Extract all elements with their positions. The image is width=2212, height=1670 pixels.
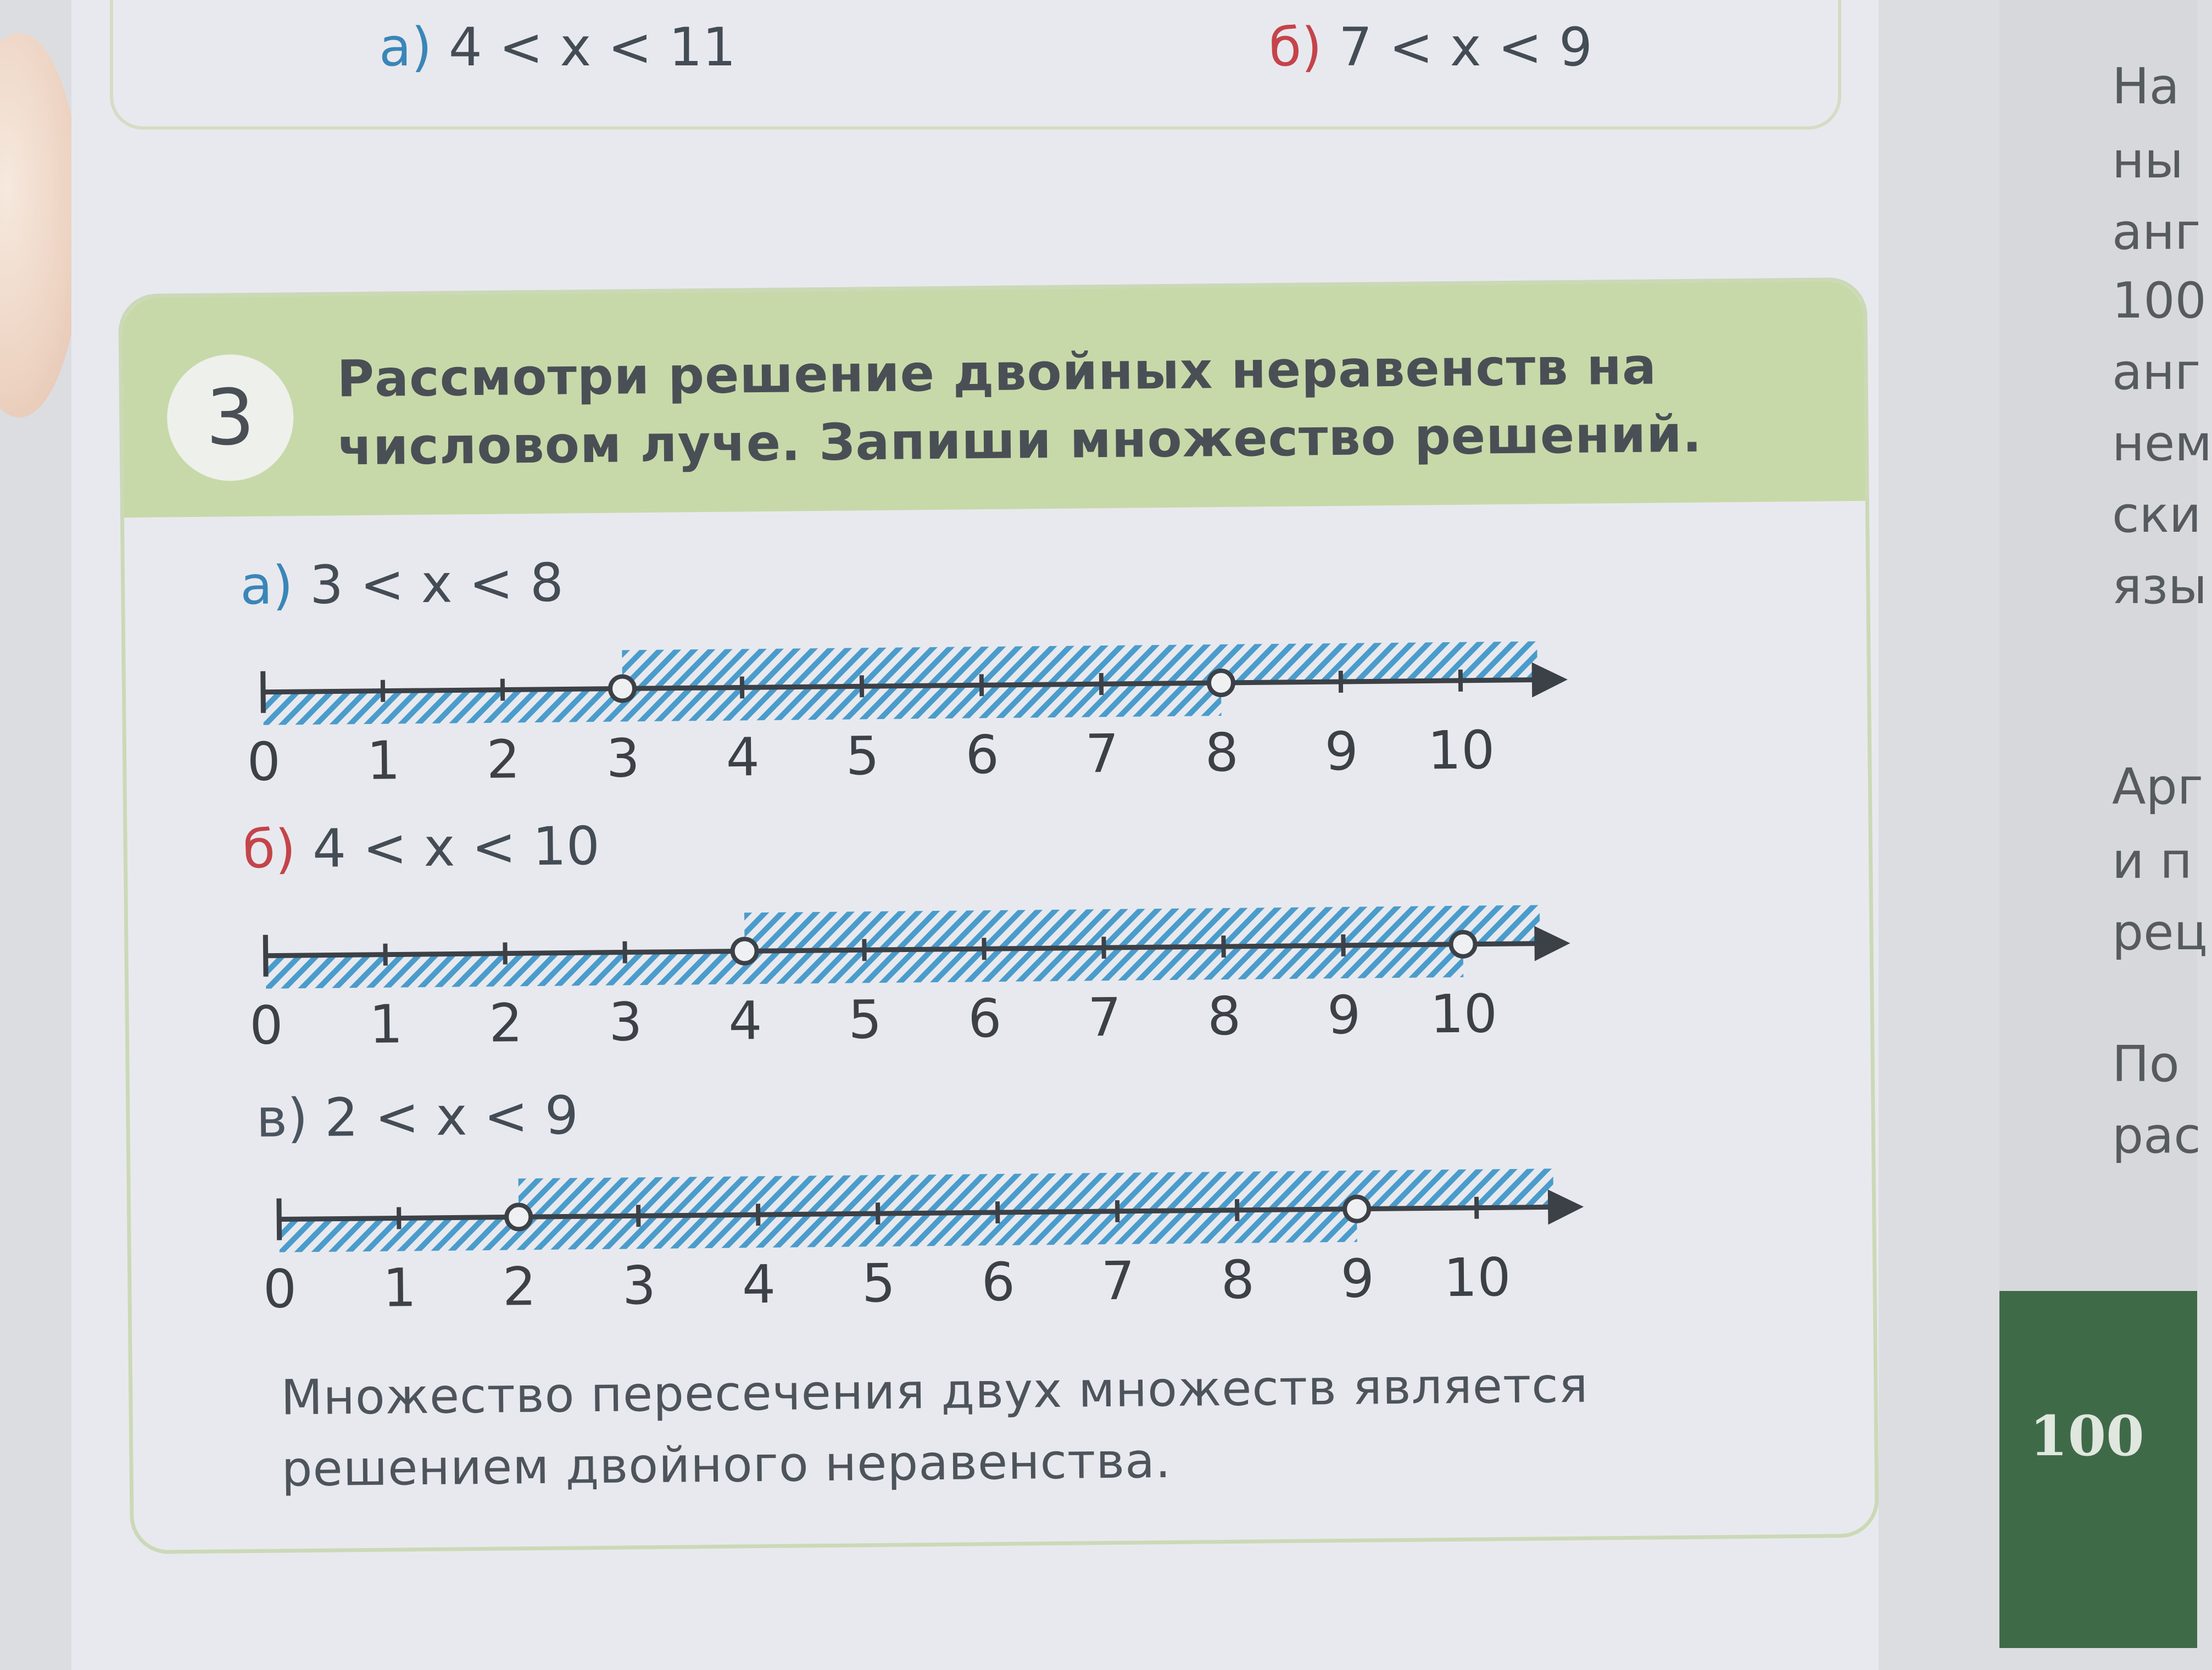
- tick-label: 8: [1205, 722, 1239, 784]
- tick-label: 2: [489, 992, 523, 1054]
- next-page-line: На: [2112, 58, 2180, 115]
- tick-label: 1: [366, 730, 400, 792]
- tick-label: 6: [968, 988, 1002, 1050]
- open-endpoint: [1209, 671, 1233, 695]
- next-page-line: ны: [2112, 132, 2183, 190]
- tick-label: 8: [1207, 986, 1241, 1048]
- task-instruction: Рассмотри решение двойных неравенств на числовом луче. Запиши множество решений.: [337, 331, 1810, 482]
- next-page-line: Арг: [2112, 758, 2203, 816]
- open-endpoint: [506, 1205, 531, 1229]
- origin-tick: [263, 671, 264, 713]
- next-page-line: анг: [2112, 203, 2200, 261]
- item-c-inequality: 2 < x < 9: [324, 1084, 578, 1148]
- tick-label: 10: [1430, 983, 1497, 1045]
- number-line-b: [254, 898, 1662, 1055]
- next-page-line: анг: [2112, 343, 2200, 401]
- tick-label: 5: [861, 1252, 895, 1315]
- thumb-finger: [0, 33, 82, 417]
- task-number: 3: [166, 354, 294, 481]
- tick-label: 10: [1428, 719, 1495, 781]
- tick-label: 7: [1085, 723, 1119, 785]
- tick-label: 4: [742, 1254, 776, 1316]
- previous-task-item-b-label: б): [1269, 16, 1322, 78]
- task-card: [118, 277, 1879, 1554]
- item-a-inequality: 3 < x < 8: [309, 552, 564, 616]
- open-endpoint: [732, 939, 756, 963]
- tick-label: 10: [1444, 1246, 1511, 1309]
- next-page-line: и п: [2112, 832, 2192, 890]
- tick-label: 3: [609, 991, 643, 1053]
- next-page-line: нем: [2112, 415, 2212, 472]
- tick-label: 6: [981, 1251, 1015, 1313]
- next-page-line: ски: [2112, 486, 2201, 544]
- item-b-label: [242, 815, 600, 880]
- page-number: 100: [2030, 1404, 2144, 1468]
- arrow-icon: [1548, 1189, 1584, 1225]
- tick-label: 4: [728, 990, 762, 1052]
- item-c-letter: в): [256, 1087, 308, 1149]
- tick-label: 2: [486, 728, 520, 791]
- previous-task-item-b: [1269, 16, 1592, 78]
- tick-label: 9: [1324, 721, 1358, 783]
- tick-label: 9: [1327, 984, 1361, 1046]
- tick-label: 7: [1101, 1250, 1135, 1312]
- open-endpoint: [610, 676, 634, 700]
- previous-task-item-a-text: 4 < x < 11: [449, 16, 736, 78]
- next-page-line: язы: [2112, 558, 2207, 615]
- tick-label: 3: [622, 1255, 656, 1317]
- item-a-label: [240, 552, 564, 617]
- item-b-letter: б): [242, 818, 296, 880]
- tick-label: 5: [845, 725, 879, 787]
- item-a-letter: а): [240, 554, 293, 616]
- next-page-line: рец: [2112, 904, 2208, 961]
- tick-label: 7: [1088, 987, 1122, 1049]
- tick-label: 0: [263, 1258, 297, 1320]
- page-footer-band: [1999, 1291, 2197, 1648]
- tick-label: 0: [249, 994, 283, 1056]
- previous-task-item-a-label: а): [379, 16, 432, 78]
- tick-label: 1: [382, 1257, 416, 1319]
- arrow-icon: [1532, 662, 1568, 698]
- open-endpoint: [1345, 1197, 1369, 1221]
- tick-label: 2: [502, 1256, 536, 1318]
- number-line-a: [252, 634, 1659, 791]
- tick-label: 5: [848, 989, 882, 1051]
- previous-task-item-b-text: 7 < x < 9: [1339, 16, 1592, 78]
- origin-tick: [265, 935, 266, 977]
- tick-label: 9: [1340, 1248, 1374, 1310]
- item-b-inequality: 4 < x < 10: [312, 815, 600, 879]
- item-c-label: [256, 1084, 579, 1149]
- open-endpoint: [1451, 932, 1475, 956]
- next-page-line: рас: [2112, 1107, 2201, 1165]
- origin-tick: [279, 1199, 280, 1240]
- previous-task-item-a: [379, 16, 736, 78]
- tick-label: 8: [1221, 1249, 1255, 1311]
- next-page-line: 100: [2112, 272, 2207, 330]
- conclusion-text: Множество пересечения двух множеств является решением двойного неравенства.: [281, 1348, 1809, 1505]
- tick-label: 6: [965, 724, 999, 786]
- tick-label: 3: [606, 727, 640, 789]
- number-line-c: [268, 1162, 1675, 1318]
- tick-label: 1: [369, 993, 403, 1055]
- arrow-icon: [1534, 926, 1570, 961]
- tick-label: 4: [726, 726, 760, 788]
- tick-label: 0: [247, 731, 281, 793]
- next-page-line: По: [2112, 1036, 2180, 1093]
